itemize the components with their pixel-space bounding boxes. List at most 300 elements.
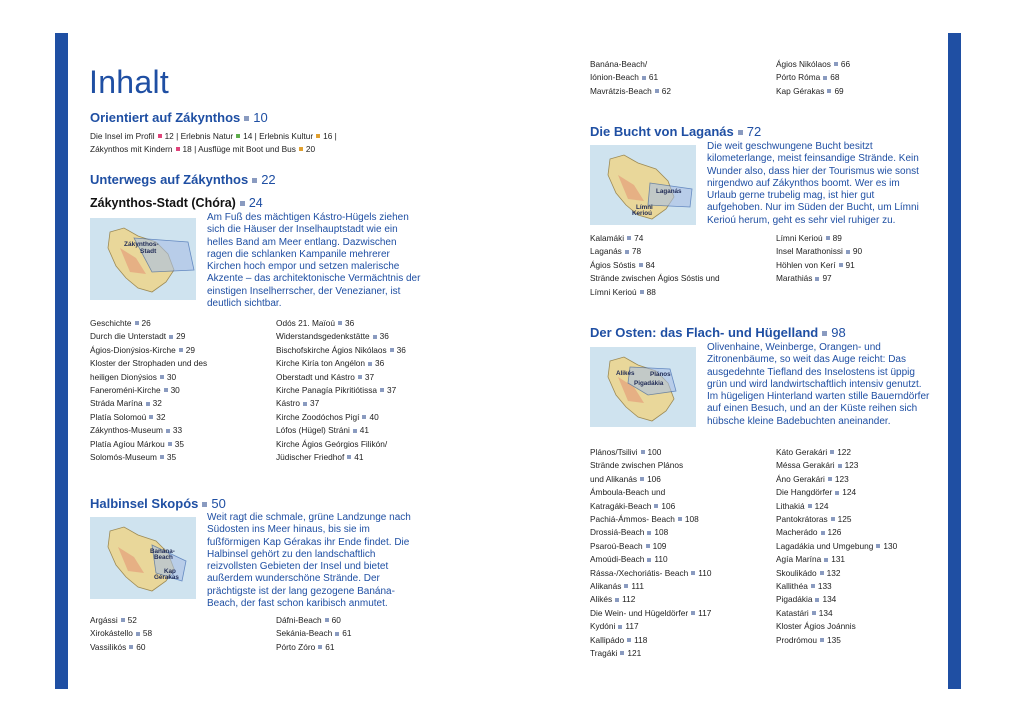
bullet-square — [839, 263, 843, 267]
toc-entry-page: 84 — [645, 259, 655, 270]
toc-entry[interactable] — [276, 411, 456, 424]
toc-entry[interactable] — [776, 245, 936, 258]
stadt-description: Am Fuß des mächtigen Kástro-Hügels ziehen sich die Häuser der Inselhauptstadt wie ein helles Band am Meer entlang. Dazwischen ragen die schlanken Kampanile mehrerer Kirchen hoch empor und setzen malerische Akzente – das architektonische Vermächtnis der einstigen Inselherrscher, der Venezianer, ist deutlich sichtbar. — [207, 212, 421, 310]
bullet-square — [823, 76, 827, 80]
map-label: Zákynthos-Stadt — [124, 241, 159, 255]
toc-entry[interactable] — [276, 614, 456, 627]
toc-entry-page: 106 — [647, 473, 661, 484]
bullet-square — [325, 618, 329, 622]
bullet-square — [826, 236, 830, 240]
toc-entry[interactable] — [90, 330, 270, 343]
toc-entry-page: 52 — [127, 615, 137, 625]
toc-entry-page: 60 — [136, 641, 146, 652]
toc-entry[interactable] — [590, 634, 775, 647]
bullet-square — [815, 277, 819, 281]
bullet-square — [146, 402, 150, 406]
toc-entry-page: 117 — [698, 607, 712, 618]
toc-entry-page: 36 — [379, 331, 389, 342]
toc-entry-page: 123 — [844, 460, 859, 471]
toc-entry-label: Límni Kerioú — [590, 286, 637, 297]
toc-entry-label: Amoúdi-Beach — [590, 554, 645, 565]
toc-entry[interactable] — [90, 397, 270, 410]
left-margin-bar — [55, 33, 68, 689]
toc-entry[interactable] — [590, 259, 775, 272]
toc-entry[interactable] — [276, 397, 456, 410]
toc-entry-page: 32 — [152, 398, 162, 409]
bullet-square — [738, 130, 743, 135]
heading-osten-label: Der Osten: das Flach- und Hügelland — [590, 325, 819, 340]
toc-entry-label: Kirche Kiría ton Angélon — [276, 358, 366, 369]
toc-entry-page: 62 — [661, 85, 672, 96]
bullet-square — [830, 450, 834, 454]
toc-entry-page: 36 — [345, 318, 355, 328]
toc-entry-page: 33 — [172, 425, 183, 436]
toc-entry[interactable] — [590, 232, 775, 245]
island-map-skopos — [90, 517, 196, 599]
toc-entry-label: Durch die Unterstadt — [90, 331, 167, 342]
toc-entry[interactable] — [776, 58, 936, 71]
toc-entry[interactable] — [776, 607, 936, 620]
bullet-square — [838, 464, 842, 468]
bullet-square — [691, 611, 695, 615]
toc-entry-page: 37 — [309, 398, 320, 409]
toc-entry[interactable] — [776, 85, 936, 98]
toc-entry-page: 130 — [883, 540, 898, 551]
orient-item-label: Die Insel im Profil — [90, 131, 155, 141]
bullet-square — [615, 598, 619, 602]
map-label: Alikés — [616, 370, 635, 377]
toc-entry[interactable] — [590, 286, 775, 299]
toc-entry[interactable] — [776, 71, 936, 84]
toc-entry[interactable] — [776, 567, 936, 580]
orient-line-2: Zákynthos mit Kindern 18 | Ausflüge mit Boot und Bus 20 — [90, 143, 316, 154]
bullet-square — [831, 517, 835, 521]
toc-entry[interactable] — [776, 553, 936, 566]
toc-entry[interactable] — [590, 245, 775, 258]
toc-entry-page: 60 — [331, 615, 341, 625]
bullet-square — [160, 375, 164, 379]
stadt-list-col1 — [90, 317, 270, 464]
toc-entry[interactable] — [590, 540, 775, 553]
bullet-square — [303, 402, 307, 406]
toc-entry[interactable] — [776, 526, 936, 539]
toc-entry[interactable] — [276, 384, 456, 397]
toc-entry-page: 106 — [661, 500, 676, 511]
heading-unterwegs[interactable] — [90, 172, 276, 187]
toc-entry-page: 125 — [837, 514, 852, 525]
toc-entry[interactable] — [776, 272, 936, 285]
bullet-square — [620, 651, 624, 655]
toc-entry-label: Kalamáki — [590, 233, 625, 243]
heading-skopos-label: Halbinsel Skopós — [90, 496, 199, 511]
toc-entry-page: 121 — [627, 648, 642, 659]
heading-osten[interactable] — [590, 325, 846, 340]
toc-entry[interactable] — [776, 634, 936, 647]
bullet-square — [640, 477, 644, 481]
bullet-square — [808, 504, 812, 508]
bullet-square — [655, 89, 659, 93]
toc-entry[interactable] — [590, 58, 770, 71]
toc-entry[interactable] — [90, 317, 270, 330]
right-margin-bar — [948, 33, 961, 689]
orient-item-page: 16 — [323, 131, 333, 141]
toc-entry-label: Laganás — [590, 246, 622, 257]
toc-entry[interactable] — [276, 641, 456, 654]
heading-orientiert[interactable] — [90, 110, 268, 125]
page-number: 50 — [211, 496, 226, 511]
orient-item[interactable] — [90, 144, 192, 154]
toc-entry-page: 29 — [185, 344, 195, 355]
toc-entry[interactable] — [590, 272, 775, 285]
heading-laganas-label: Die Bucht von Laganás — [590, 124, 734, 139]
toc-entry[interactable] — [90, 451, 270, 464]
toc-entry[interactable] — [90, 641, 270, 654]
toc-entry[interactable] — [776, 500, 936, 513]
toc-entry-page: 61 — [342, 628, 352, 639]
toc-entry[interactable] — [90, 357, 270, 370]
toc-entry-label: Höhlen von Kerí — [776, 259, 836, 270]
toc-entry-label: Bischofskirche Ágios Nikólaos — [276, 344, 387, 355]
toc-entry[interactable] — [90, 627, 270, 640]
toc-entry[interactable] — [276, 371, 456, 384]
orange-square — [299, 147, 303, 151]
toc-entry[interactable] — [90, 614, 270, 627]
toc-entry[interactable] — [590, 500, 775, 513]
toc-entry-page: 124 — [814, 500, 829, 511]
toc-entry[interactable] — [590, 473, 775, 486]
toc-entry-label: Faneroméni-Kirche — [90, 385, 161, 396]
toc-entry-page: 123 — [834, 473, 849, 484]
bullet-square — [252, 178, 257, 183]
laganas-list-col2 — [776, 232, 936, 286]
bullet-square — [641, 450, 645, 454]
toc-entry-label: Áno Gerakári — [776, 473, 825, 484]
toc-entry-page: 112 — [622, 594, 636, 605]
toc-entry-label: Mavrátzis-Beach — [590, 85, 652, 96]
toc-entry-page: 29 — [176, 331, 186, 342]
toc-entry-label: Vassilikós — [90, 641, 127, 652]
map-label: Pigadákia — [634, 380, 664, 387]
toc-entry-label: Prodrómou — [776, 634, 818, 645]
toc-entry-page: 88 — [646, 286, 656, 297]
toc-entry-label: Pachiá-Ámmos- Beach — [590, 514, 675, 525]
toc-entry-page: 91 — [845, 259, 855, 270]
toc-entry-label: Lithakiá — [776, 500, 805, 511]
toc-entry-label: Lagadákia und Umgebung — [776, 540, 874, 551]
map-label: Banána-Beach — [150, 548, 175, 561]
heading-skopos[interactable] — [90, 496, 226, 511]
bullet-square — [618, 625, 622, 629]
island-map-stadt — [90, 218, 196, 300]
toc-entry-label: Agía Marína — [776, 554, 822, 565]
bullet-square — [335, 632, 339, 636]
toc-entry[interactable] — [776, 486, 936, 499]
bullet-square — [368, 362, 372, 366]
toc-entry[interactable] — [276, 627, 456, 640]
bullet-square — [627, 236, 631, 240]
toc-entry[interactable] — [276, 424, 456, 437]
toc-entry-label: Platía Solomoú — [90, 411, 147, 422]
toc-entry[interactable] — [776, 540, 936, 553]
toc-entry[interactable] — [276, 317, 456, 330]
toc-entry[interactable] — [590, 553, 775, 566]
toc-entry-label: Ámboula-Beach und — [590, 487, 666, 498]
page-number: 10 — [253, 110, 268, 125]
orient-item-label: Erlebnis Natur — [180, 131, 234, 141]
toc-entry[interactable] — [776, 513, 936, 526]
toc-entry-label: Die Wein- und Hügeldörfer — [590, 607, 689, 618]
green-square — [236, 134, 240, 138]
heading-laganas[interactable] — [590, 124, 761, 139]
toc-entry-page: 109 — [652, 540, 667, 551]
toc-entry-label: Geschichte — [90, 318, 132, 328]
orient-item[interactable] — [90, 131, 174, 141]
toc-entry-label: Kap Gérakas — [776, 85, 825, 96]
toc-entry[interactable] — [90, 438, 270, 451]
bullet-square — [121, 618, 125, 622]
toc-entry-label: Rássa-/Xechoriátis- Beach — [590, 567, 689, 578]
bullet-square — [811, 584, 815, 588]
toc-entry-label: Tragáki — [590, 648, 618, 659]
toc-entry[interactable] — [590, 607, 775, 620]
toc-entry-label: Kydóni — [590, 621, 616, 632]
bullet-square — [827, 89, 831, 93]
bullet-square — [164, 388, 168, 392]
bullet-square — [815, 598, 819, 602]
toc-entry-page: 100 — [647, 447, 662, 457]
toc-entry-label: Kloster Ágios Joánnis — [776, 621, 856, 632]
orient-item-page: 14 — [243, 131, 253, 141]
toc-entry[interactable] — [90, 371, 270, 384]
toc-entry-label: Dáfni-Beach — [276, 615, 322, 625]
toc-entry-page: 134 — [822, 594, 837, 605]
toc-entry[interactable] — [590, 459, 775, 472]
laganas-list-col1 — [590, 232, 775, 299]
toc-entry[interactable] — [590, 513, 775, 526]
bullet-square — [624, 584, 628, 588]
toc-entry-label: Kástro — [276, 398, 300, 409]
bullet-square — [149, 415, 153, 419]
toc-entry[interactable] — [276, 451, 456, 464]
stadt-list-col2 — [276, 317, 456, 464]
toc-entry-label: Pórto Róma — [776, 72, 821, 83]
toc-entry-label: heiligen Dionýsios — [90, 371, 157, 382]
orange-square — [316, 134, 320, 138]
toc-entry-page: 89 — [832, 233, 842, 243]
toc-entry-page: 132 — [826, 567, 841, 578]
toc-entry-page: 30 — [170, 385, 180, 396]
bullet-square — [835, 491, 839, 495]
map-label: Plános — [650, 371, 671, 378]
toc-entry-label: Plános/Tsilivi — [590, 447, 638, 457]
toc-entry-page: 26 — [141, 318, 151, 328]
bullet-square — [244, 116, 249, 121]
heading-stadt[interactable] — [90, 196, 263, 210]
bullet-square — [627, 638, 631, 642]
toc-entry[interactable] — [590, 620, 775, 633]
osten-list-col1 — [590, 446, 775, 661]
orient-item[interactable] — [198, 144, 315, 154]
toc-entry[interactable] — [776, 259, 936, 272]
toc-entry-label: Psaroú-Beach — [590, 540, 643, 551]
orient-item-page: 12 — [164, 131, 174, 141]
orient-item-label: Ausflüge mit Boot und Bus — [198, 143, 296, 154]
island-map-laganas — [590, 145, 696, 225]
bullet-square — [169, 335, 173, 339]
toc-entry-label: Platía Agíou Márkou — [90, 438, 165, 449]
bullet-square — [846, 250, 850, 254]
bullet-square — [640, 290, 644, 294]
bullet-square — [135, 321, 139, 325]
toc-entry-page: 68 — [830, 72, 840, 83]
toc-entry-page: 74 — [634, 233, 644, 243]
bullet-square — [240, 201, 245, 206]
toc-entry[interactable] — [276, 330, 456, 343]
toc-entry-page: 108 — [654, 527, 669, 538]
toc-entry-page: 61 — [325, 641, 335, 652]
toc-entry-label: Alikanás — [590, 581, 622, 592]
toc-entry[interactable] — [90, 384, 270, 397]
toc-entry[interactable] — [590, 567, 775, 580]
toc-entry-label: Káto Gerakári — [776, 447, 828, 457]
island-map-osten — [590, 347, 696, 427]
top-list-col1 — [590, 58, 770, 98]
toc-entry-label: Ágios Sóstis — [590, 259, 636, 270]
map-label: Kap Gérakas — [154, 568, 179, 581]
toc-entry-label: Pantokrátoras — [776, 514, 828, 525]
toc-entry-label: Drossiá-Beach — [590, 527, 645, 538]
toc-entry[interactable] — [590, 71, 770, 84]
toc-entry-page: 37 — [364, 371, 375, 382]
toc-entry-page: 66 — [840, 59, 851, 69]
toc-entry[interactable] — [776, 620, 936, 633]
osten-description: Olivenhaine, Weinberge, Orangen- und Zitronenbäume, so weit das Auge reicht: Das ausgedehnte Tiefland des Inselostens ist üppig grün und wird landwirtschaftlich intensiv genutzt. Im hügeligen Hinterland warten stille Bauerndörfer auf einen Besuch, und an der Küste reihen sich hübsche kleine Badebuchten aneinander. — [707, 342, 930, 427]
bullet-square — [654, 504, 658, 508]
toc-entry[interactable] — [776, 580, 936, 593]
toc-entry-page: 117 — [625, 621, 639, 632]
bullet-square — [678, 517, 682, 521]
pink-square — [158, 134, 162, 138]
toc-entry-label: Sekánia-Beach — [276, 628, 333, 639]
bullet-square — [820, 571, 824, 575]
toc-entry-page: 134 — [818, 607, 833, 618]
osten-list-col2 — [776, 446, 936, 647]
toc-entry[interactable] — [776, 446, 936, 459]
toc-entry-label: Ágios Nikólaos — [776, 59, 831, 69]
bullet-square — [820, 638, 824, 642]
toc-entry[interactable] — [776, 593, 936, 606]
toc-entry[interactable] — [276, 438, 456, 451]
toc-entry-label: Alikés — [590, 594, 613, 605]
bullet-square — [380, 388, 384, 392]
bullet-square — [179, 348, 183, 352]
bullet-square — [390, 348, 394, 352]
toc-entry-label: Kirche Ágios Geórgios Filikón/ — [276, 438, 388, 449]
toc-entry[interactable] — [590, 85, 770, 98]
orient-item-page: 18 — [182, 143, 192, 154]
toc-entry[interactable] — [590, 647, 775, 660]
toc-entry[interactable] — [776, 473, 936, 486]
bullet-square — [821, 531, 825, 535]
bullet-square — [642, 76, 646, 80]
toc-entry[interactable] — [590, 593, 775, 606]
orient-items — [90, 130, 390, 155]
toc-entry[interactable] — [276, 344, 456, 357]
laganas-description: Die weit geschwungene Bucht besitzt kilometerlange, meist feinsandige Strände. Kein Wunder also, dass hier der Tourismus wie sonst nirgendwo auf Zákynthos boomt. Wer es im Urlaub gerne trubelig mag, ist hier gut aufgehoben. Nur im Süden der Bucht, um Límni Kerioú herum, geht es sehr viel ruhiger zu. — [707, 141, 919, 226]
toc-entry-page: 124 — [842, 487, 857, 498]
skopos-list-col2 — [276, 614, 456, 654]
bullet-square — [646, 544, 650, 548]
toc-entry[interactable] — [776, 459, 936, 472]
toc-entry-label: Katragáki-Beach — [590, 500, 652, 511]
bullet-square — [812, 611, 816, 615]
page-number: 24 — [248, 196, 263, 210]
toc-entry-page: 35 — [166, 452, 177, 463]
bullet-square — [318, 645, 322, 649]
bullet-square — [353, 429, 357, 433]
toc-entry-page: 37 — [387, 385, 397, 396]
toc-entry[interactable] — [276, 357, 456, 370]
toc-entry-label: Kirche Zoodóchos Pigí — [276, 411, 360, 422]
bullet-square — [647, 558, 651, 562]
toc-entry-label: Xirokástello — [90, 628, 133, 639]
orient-item-page: 20 — [305, 143, 316, 154]
toc-entry[interactable] — [590, 446, 775, 459]
toc-entry[interactable] — [90, 411, 270, 424]
top-list-col2 — [776, 58, 936, 98]
toc-entry[interactable] — [590, 486, 775, 499]
toc-entry-page: 122 — [837, 447, 852, 457]
toc-entry-label: Pórto Zóro — [276, 641, 316, 652]
toc-entry[interactable] — [590, 580, 775, 593]
toc-entry-label: Die Hangdörfer — [776, 487, 833, 498]
bullet-square — [160, 455, 164, 459]
toc-entry-label: und Alikanás — [590, 473, 638, 484]
orient-item[interactable] — [181, 131, 253, 141]
toc-entry-label: Strände zwischen Ágios Sóstis und — [590, 273, 720, 284]
toc-entry-page: 30 — [166, 371, 177, 382]
toc-entry-page: 36 — [375, 358, 385, 369]
heading-stadt-label: Zákynthos-Stadt (Chóra) — [90, 196, 236, 210]
toc-entry-label: Jüdischer Friedhof — [276, 452, 345, 463]
toc-entry-label: Marathiás — [776, 273, 813, 284]
orient-item[interactable] — [259, 131, 332, 141]
toc-entry-label: Ágios-Dionýsios-Kirche — [90, 344, 176, 355]
bullet-square — [347, 455, 351, 459]
page-title: Inhalt — [89, 64, 170, 100]
toc-entry-label: Pigadákia — [776, 594, 813, 605]
toc-entry[interactable] — [90, 424, 270, 437]
bullet-square — [136, 632, 140, 636]
toc-entry-label: Strände zwischen Plános — [590, 460, 684, 471]
page-number: 22 — [261, 172, 276, 187]
toc-entry-page: 97 — [822, 273, 832, 284]
bullet-square — [834, 62, 838, 66]
toc-entry-label: Banána-Beach/ — [590, 59, 648, 69]
toc-entry-label: Argássi — [90, 615, 118, 625]
orient-item-label: Erlebnis Kultur — [259, 131, 314, 141]
toc-entry-page: 41 — [359, 425, 370, 436]
bullet-square — [373, 335, 377, 339]
toc-entry-label: Zákynthos-Museum — [90, 425, 163, 436]
skopos-list-col1 — [90, 614, 270, 654]
toc-entry[interactable] — [776, 232, 936, 245]
toc-entry[interactable] — [90, 344, 270, 357]
toc-entry-label: Macherádo — [776, 527, 818, 538]
toc-entry-label: Odós 21. Maïoú — [276, 318, 336, 328]
toc-entry-label: Kloster der Strophaden und des — [90, 358, 208, 369]
toc-entry[interactable] — [590, 526, 775, 539]
